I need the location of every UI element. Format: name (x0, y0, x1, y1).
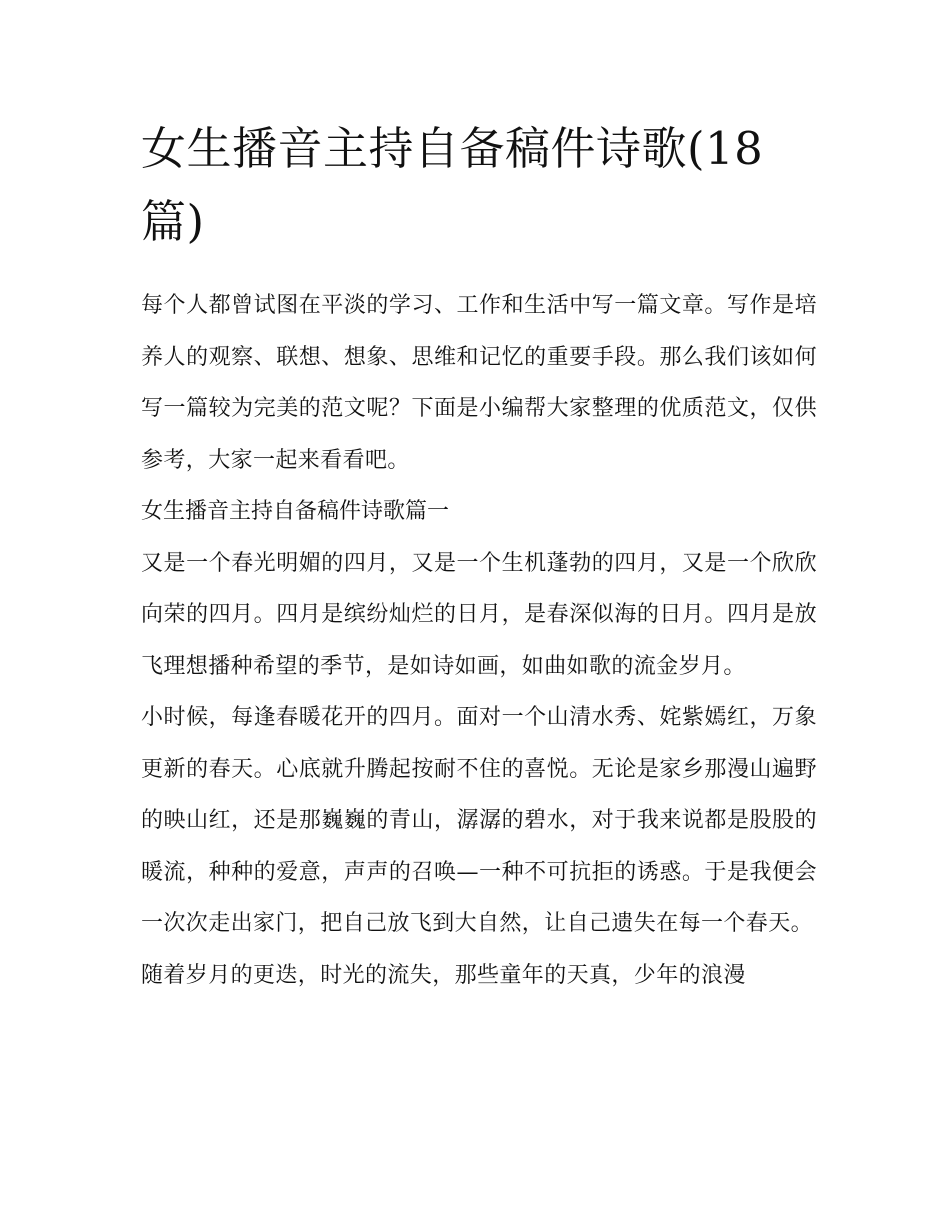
section-heading: 女生播音主持自备稿件诗歌篇一 (141, 499, 450, 524)
body-paragraph-1: 又是一个春光明媚的四月，又是一个生机蓬勃的四月，又是一个欣欣向荣的四月。四月是缤纷灿烂的日月，是春深似海的日月。四月是放飞理想播种希望的季节，是如诗如画，如曲如歌的流金岁月。 (141, 550, 817, 679)
body-paragraph-3: 随着岁月的更迭，时光的流失，那些童年的天真，少年的浪漫 (141, 962, 746, 988)
body-paragraph-2: 小时候，每逢春暖花开的四月。面对一个山清水秀、姹紫嫣红，万象更新的春天。心底就升腾起按耐不住的喜悦。无论是家乡那漫山遍野的映山红，还是那巍巍的青山，潺潺的碧水，对于我来说都是股股的暖流，种种的爱意，声声的召唤—一种不可抗拒的诱惑。于是我便会一次次走出家门，把自己放飞到大自然，让自己遗失在每一个春天。 (141, 705, 817, 936)
document-title: 女生播音主持自备稿件诗歌(18篇) (141, 122, 764, 248)
document-body (141, 280, 817, 1001)
intro-paragraph: 每个人都曾试图在平淡的学习、工作和生活中写一篇文章。写作是培养人的观察、联想、想象、思维和记忆的重要手段。那么我们该如何写一篇较为完美的范文呢？下面是小编帮大家整理的优质范文，仅供参考，大家一起来看看吧。 (141, 293, 817, 473)
